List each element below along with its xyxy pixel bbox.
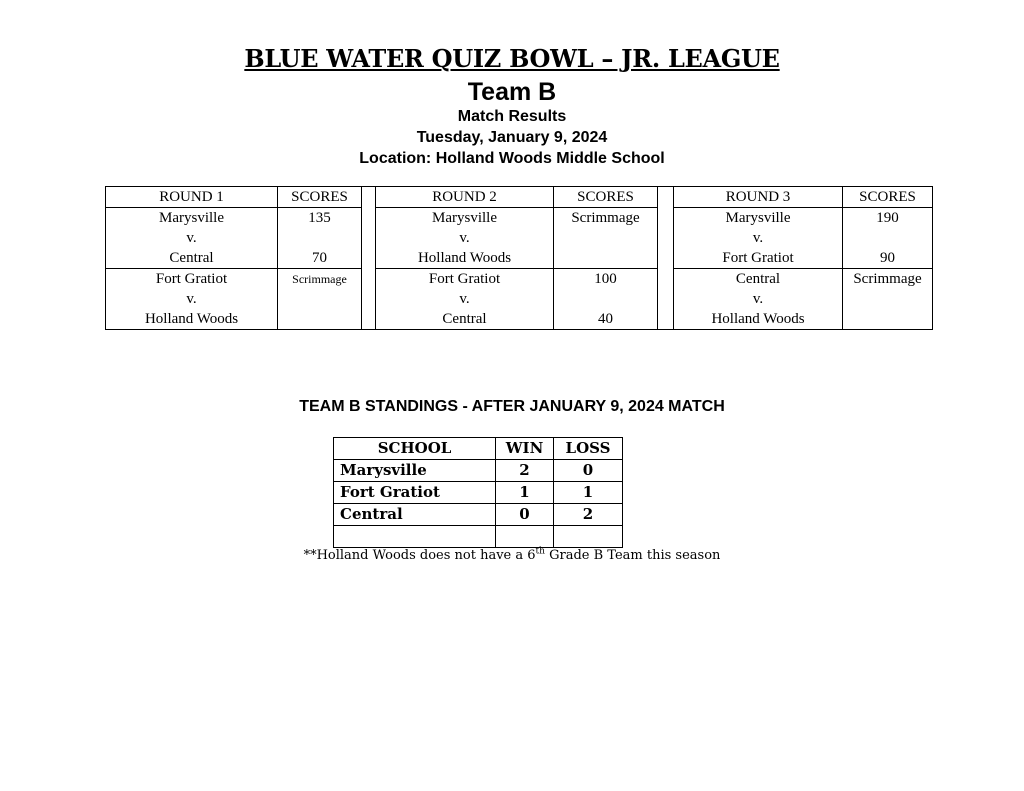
standings-title: TEAM B STANDINGS - AFTER JANUARY 9, 2024 MATCH <box>299 398 725 415</box>
loss-header: LOSS <box>554 438 623 460</box>
team-name: Central <box>106 248 278 269</box>
versus-label: v. <box>106 228 278 248</box>
team-name: Marysville <box>674 208 843 229</box>
empty-cell <box>334 526 496 548</box>
standings-row <box>334 504 623 526</box>
match-row <box>106 248 933 269</box>
standings-row <box>334 482 623 504</box>
match-row <box>106 208 933 229</box>
team-name: Central <box>376 309 554 330</box>
score <box>843 309 933 330</box>
score <box>554 289 658 309</box>
round-3-scores-header: SCORES <box>843 187 933 208</box>
score: 40 <box>554 309 658 330</box>
results-header-row <box>106 187 933 208</box>
score: Scrimmage <box>554 208 658 229</box>
round-1-header: ROUND 1 <box>106 187 278 208</box>
team-name: Marysville <box>376 208 554 229</box>
standings-empty-row <box>334 526 623 548</box>
score <box>843 289 933 309</box>
team-name: Marysville <box>106 208 278 229</box>
score <box>278 289 362 309</box>
team-heading: Team B <box>467 78 557 106</box>
match-date: Tuesday, January 9, 2024 <box>416 129 608 146</box>
column-gap <box>362 187 376 330</box>
match-row <box>106 309 933 330</box>
match-row <box>106 289 933 309</box>
versus-label: v. <box>106 289 278 309</box>
team-name: Fort Gratiot <box>674 248 843 269</box>
school-name: Marysville <box>334 460 496 482</box>
loss-count: 0 <box>554 460 623 482</box>
versus-label: v. <box>376 289 554 309</box>
footnote-superscript: th <box>535 546 545 557</box>
league-title: BLUE WATER QUIZ BOWL – JR. LEAGUE <box>244 44 780 73</box>
match-row <box>106 228 933 248</box>
standings-footnote <box>0 548 1024 563</box>
score <box>554 228 658 248</box>
score <box>278 228 362 248</box>
school-name: Fort Gratiot <box>334 482 496 504</box>
empty-cell <box>496 526 554 548</box>
win-count: 0 <box>496 504 554 526</box>
team-name: Central <box>674 269 843 290</box>
round-3-header: ROUND 3 <box>674 187 843 208</box>
loss-count: 1 <box>554 482 623 504</box>
team-name: Fort Gratiot <box>106 269 278 290</box>
score: 100 <box>554 269 658 290</box>
score: 90 <box>843 248 933 269</box>
team-name: Holland Woods <box>106 309 278 330</box>
match-location: Location: Holland Woods Middle School <box>359 150 665 167</box>
score <box>843 228 933 248</box>
footnote-text-start: **Holland Woods does not have a 6 <box>303 548 536 563</box>
score <box>278 309 362 330</box>
school-header: SCHOOL <box>334 438 496 460</box>
column-gap <box>658 187 674 330</box>
versus-label: v. <box>376 228 554 248</box>
score: 70 <box>278 248 362 269</box>
footnote-text-end: Grade B Team this season <box>544 548 721 563</box>
score: Scrimmage <box>843 269 933 290</box>
round-1-scores-header: SCORES <box>278 187 362 208</box>
round-2-scores-header: SCORES <box>554 187 658 208</box>
team-name: Holland Woods <box>674 309 843 330</box>
versus-label: v. <box>674 289 843 309</box>
loss-count: 2 <box>554 504 623 526</box>
team-name: Holland Woods <box>376 248 554 269</box>
score: 190 <box>843 208 933 229</box>
team-name: Fort Gratiot <box>376 269 554 290</box>
match-results-table <box>105 186 933 330</box>
match-row <box>106 269 933 290</box>
win-count: 2 <box>496 460 554 482</box>
standings-table <box>333 437 623 548</box>
win-count: 1 <box>496 482 554 504</box>
round-2-header: ROUND 2 <box>376 187 554 208</box>
score: Scrimmage <box>278 269 362 290</box>
empty-cell <box>554 526 623 548</box>
score <box>554 248 658 269</box>
standings-header-row <box>334 438 623 460</box>
versus-label: v. <box>674 228 843 248</box>
score: 135 <box>278 208 362 229</box>
match-results-subtitle: Match Results <box>457 108 567 125</box>
standings-row <box>334 460 623 482</box>
win-header: WIN <box>496 438 554 460</box>
school-name: Central <box>334 504 496 526</box>
